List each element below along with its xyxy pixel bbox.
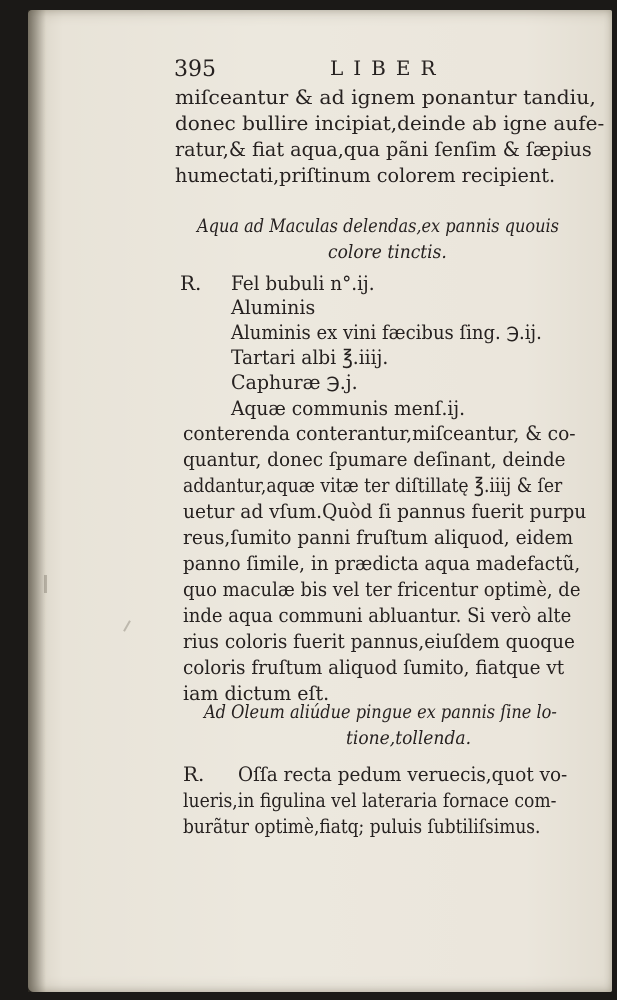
- margin-mark: [44, 575, 47, 593]
- paragraph2-line: conterenda conterantur,miſceantur, & co-: [183, 421, 576, 445]
- recipe1-item: Caphuræ ℈.j.: [231, 370, 358, 394]
- recipe1-marker: R.: [180, 271, 202, 295]
- paragraph1-line: humectati,priſtinum colorem recipient.: [175, 163, 556, 187]
- recipe1-item: Aluminis ex vini fæcibus ſing. ℈.ij.: [231, 320, 542, 344]
- heading2-line: Ad Oleum aliúdue pingue ex pannis ſine lo-: [204, 701, 557, 723]
- recipe2-line: burãtur optimè,fiatq; puluis ſubtiliſsimus.: [183, 814, 541, 838]
- paragraph2-line: reus,ſumito panni fruſtum aliquod, eidem: [183, 525, 574, 549]
- paragraph2-line: inde aqua communi abluantur. Si verò alte: [183, 603, 572, 627]
- recipe1-item: Aluminis: [231, 295, 316, 319]
- paragraph2-line: quantur, donec ſpumare deſinant, deinde: [183, 447, 566, 471]
- recipe1-item: Tartari albi ℥.iiij.: [231, 345, 389, 369]
- paragraph2-line: iam dictum eſt.: [183, 681, 330, 705]
- paragraph2-line: panno ſimile, in prædicta aqua madefactũ,: [183, 551, 581, 575]
- heading2-line: tione,tollenda.: [346, 727, 472, 749]
- running-title: LIBER: [330, 56, 446, 80]
- paragraph2-line: quo maculæ bis vel ter fricentur optimè, de: [183, 577, 581, 601]
- paragraph1-line: miſceantur & ad ignem ponantur tandiu,: [175, 85, 596, 109]
- page-number: 395: [174, 57, 216, 82]
- paragraph1-line: ratur,& fiat aqua,qua pãni ſenſim & ſæpius: [175, 137, 592, 161]
- paragraph2-line: addantur,aquæ vitæ ter diſtillatę ℥.iiij & ſer: [183, 473, 563, 497]
- recipe1-item: Aquæ communis menſ.ij.: [231, 396, 466, 420]
- recipe2-line: lueris,in figulina vel lateraria fornace com-: [183, 788, 557, 812]
- recipe1-item: Fel bubuli n°.ij.: [231, 271, 375, 295]
- paragraph1-line: donec bullire incipiat,deinde ab igne aufe-: [175, 111, 605, 135]
- paragraph2-line: coloris fruſtum aliquod ſumito, fiatque vt: [183, 655, 565, 679]
- heading1-line: Aqua ad Maculas delendas,ex pannis quouis: [197, 215, 559, 237]
- paragraph2-line: uetur ad vſum.Quòd ſi pannus fuerit purpu: [183, 499, 587, 523]
- recipe2-line: Oſſa recta pedum veruecis,quot vo-: [238, 762, 568, 786]
- paragraph2-line: rius coloris fuerit pannus,eiuſdem quoque: [183, 629, 575, 653]
- recipe2-marker: R.: [183, 762, 205, 786]
- heading1-line: colore tinctis.: [328, 241, 447, 263]
